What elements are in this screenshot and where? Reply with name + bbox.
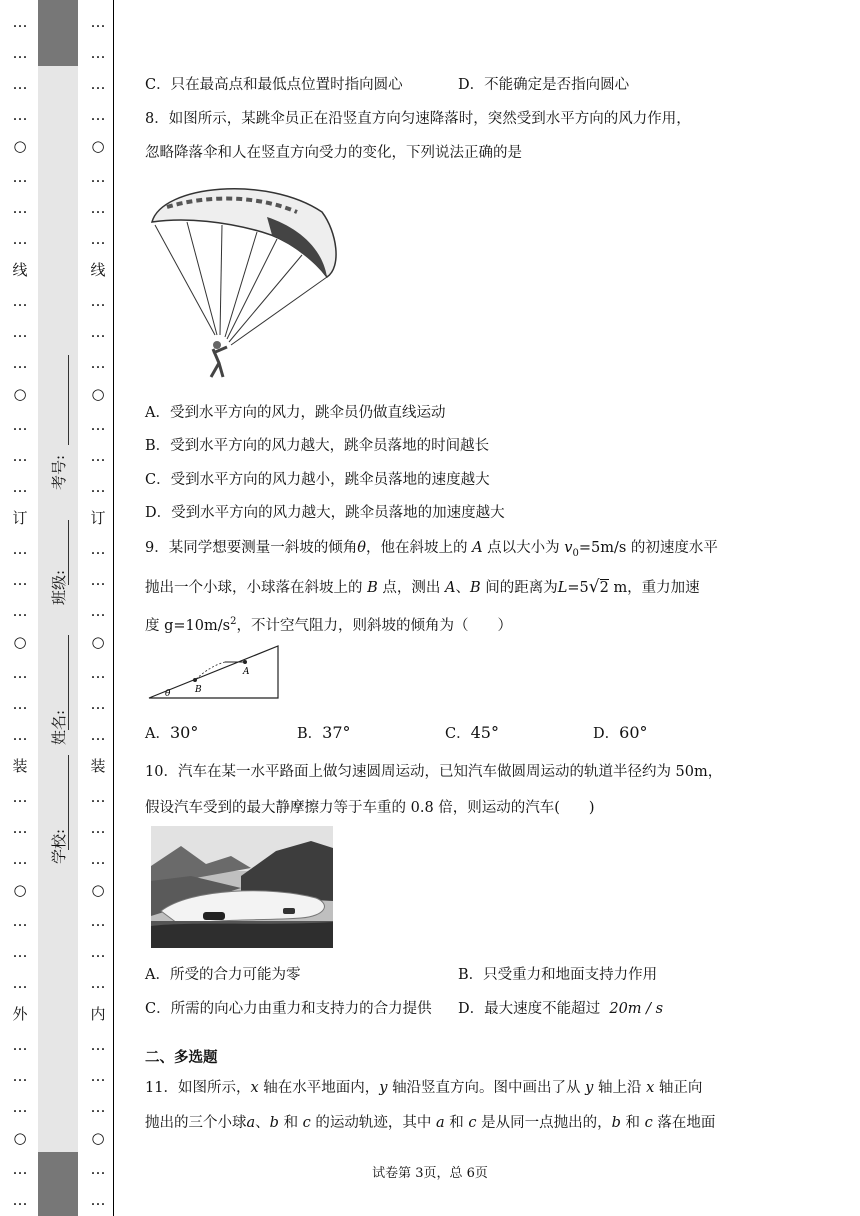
q9-v0-sub: 0: [572, 547, 579, 559]
id-label: 考号:: [50, 454, 68, 490]
binding-dots-outer: [14, 0, 26, 1216]
q8-option-d: D．受到水平方向的风力越大，跳伞员落地的加速度越大: [145, 505, 505, 521]
q9-point-b: B: [469, 580, 481, 596]
binding-outer-mark: ○: [13, 1129, 27, 1147]
binding-inner-mark: …: [90, 664, 106, 682]
binding-inner-mark: …: [90, 354, 106, 372]
q9-option-a-label: A．: [145, 726, 170, 742]
q11-text: 轴正向: [658, 1080, 703, 1096]
binding-inner-mark: …: [90, 571, 106, 589]
binding-outer-mark: …: [12, 354, 28, 372]
binding-inner-mark: …: [90, 1036, 106, 1054]
binding-outer-mark: …: [12, 168, 28, 186]
binding-outer-mark: 订: [12, 509, 28, 527]
q11-var: y: [379, 1080, 388, 1096]
name-blank: [68, 635, 69, 730]
binding-inner-mark: 订: [90, 509, 106, 527]
binding-inner-mark: …: [90, 1160, 106, 1178]
q9-stem-line1: [145, 536, 718, 559]
binding-outer-mark: …: [12, 571, 28, 589]
q11-text: 11．如图所示，: [145, 1080, 251, 1096]
binding-inner-mark: …: [90, 726, 106, 744]
binding-inner-mark: …: [90, 416, 106, 434]
q9-option-d: [593, 722, 648, 743]
binding-outer-mark: …: [12, 1160, 28, 1178]
q9-v0: v: [564, 540, 573, 556]
q7-option-c: C．只在最高点和最低点位置时指向圆心: [145, 77, 403, 93]
q7-option-d: D．不能确定是否指向圆心: [458, 77, 630, 93]
student-info-band: [38, 66, 78, 1152]
q11-var: b: [269, 1115, 279, 1131]
binding-inner-mark: ○: [91, 137, 105, 155]
q8-stem-line1: 8．如图所示，某跳伞员正在沿竖直方向匀速降落时，突然受到水平方向的风力作用，: [145, 111, 691, 127]
binding-inner-mark: …: [90, 1191, 106, 1209]
q9-sup: 2: [230, 616, 237, 628]
binding-outer-mark: …: [12, 292, 28, 310]
binding-inner-mark: ○: [91, 1129, 105, 1147]
binding-inner-mark: …: [90, 974, 106, 992]
binding-outer-mark: 外: [12, 1005, 28, 1023]
q11-text: 轴上沿: [597, 1080, 642, 1096]
binding-outer-mark: …: [12, 974, 28, 992]
q11-text: 和: [449, 1115, 464, 1131]
q11-var: c: [302, 1115, 311, 1131]
q11-var: x: [646, 1080, 655, 1096]
class-blank: [68, 520, 69, 585]
q9-sqrt: √: [588, 577, 600, 597]
q9-point-a: A: [444, 580, 456, 596]
q9-stem-line2: [145, 576, 700, 597]
binding-outer-mark: 装: [12, 757, 28, 775]
id-blank: [68, 355, 69, 445]
binding-inner-mark: …: [90, 44, 106, 62]
q11-var: c: [468, 1115, 477, 1131]
q9-option-a-value: 30°: [169, 723, 199, 742]
binding-outer-mark: …: [12, 695, 28, 713]
binding-outer-mark: …: [12, 943, 28, 961]
q10-option-b: B．只受重力和地面支持力作用: [458, 967, 658, 983]
section-heading-multi: 二、多选题: [145, 1049, 218, 1066]
binding-inner-mark: …: [90, 447, 106, 465]
binding-outer-mark: …: [12, 230, 28, 248]
slope-label-theta: θ: [165, 689, 171, 699]
binding-inner-mark: 线: [90, 261, 106, 279]
binding-outer-mark: …: [12, 44, 28, 62]
q9-point-b: B: [367, 580, 378, 596]
name-label: 姓名:: [50, 709, 68, 745]
binding-outer-mark: …: [12, 106, 28, 124]
slope-figure: [145, 640, 285, 702]
binding-inner-mark: …: [90, 1067, 106, 1085]
q11-var: c: [644, 1115, 653, 1131]
road-photo: [151, 826, 333, 948]
q11-text: 、: [255, 1115, 270, 1131]
binding-rule: [113, 0, 114, 1216]
binding-outer-mark: …: [12, 540, 28, 558]
q9-option-b-label: B．: [297, 726, 323, 742]
q9-text: =5: [567, 580, 589, 596]
binding-outer-mark: …: [12, 199, 28, 217]
q9-sqrt-value: 2: [599, 580, 609, 596]
q9-option-c-label: C．: [445, 726, 471, 742]
q8-option-c: C．受到水平方向的风力越小，跳伞员落地的速度越大: [145, 472, 490, 488]
q9-option-b: [297, 722, 351, 743]
q9-option-d-value: 60°: [619, 723, 648, 742]
parachutist-figure: [147, 177, 337, 382]
class-label: 班级:: [50, 569, 68, 605]
binding-outer-mark: …: [12, 416, 28, 434]
q10-stem-line1: 10．汽车在某一水平路面上做匀速圆周运动，已知汽车做圆周运动的轨道半径约为 50m，: [145, 764, 723, 780]
q9-option-d-label: D．: [593, 726, 620, 742]
binding-outer-mark: ○: [13, 633, 27, 651]
binding-inner-mark: …: [90, 912, 106, 930]
binding-outer-mark: …: [12, 788, 28, 806]
binding-inner-mark: ○: [91, 633, 105, 651]
q9-text: =5m/s 的初速度水平: [578, 540, 718, 556]
q8-option-b: B．受到水平方向的风力越大，跳伞员落地的时间越长: [145, 438, 490, 454]
q10-option-c: C．所需的向心力由重力和支持力的合力提供: [145, 1001, 432, 1017]
q11-var: y: [585, 1080, 594, 1096]
q9-text: 点以大小为: [487, 540, 560, 556]
q10-option-d-value: 20m / s: [609, 1001, 664, 1017]
binding-inner-mark: …: [90, 695, 106, 713]
q10-stem-line2: 假设汽车受到的最大静摩擦力等于车重的 0.8 倍，则运动的汽车( ): [145, 800, 595, 816]
q10-option-d-text: D．最大速度不能超过: [458, 1001, 601, 1017]
binding-inner-mark: 装: [90, 757, 106, 775]
q9-text: ，他在斜坡上的: [365, 540, 468, 556]
binding-dots-inner: [92, 0, 104, 1216]
q11-var: b: [611, 1115, 621, 1131]
binding-outer-mark: …: [12, 726, 28, 744]
binding-outer-mark: …: [12, 912, 28, 930]
binding-inner-mark: …: [90, 943, 106, 961]
binding-outer-mark: ○: [13, 385, 27, 403]
binding-inner-mark: …: [90, 819, 106, 837]
binding-outer-mark: ○: [13, 137, 27, 155]
binding-inner-mark: …: [90, 75, 106, 93]
binding-inner-mark: …: [90, 323, 106, 341]
binding-inner-mark: …: [90, 478, 106, 496]
q11-stem-line2: [145, 1111, 715, 1132]
binding-outer-mark: …: [12, 850, 28, 868]
binding-inner-mark: …: [90, 292, 106, 310]
binding-inner-mark: …: [90, 13, 106, 31]
binding-inner-mark: …: [90, 199, 106, 217]
q11-text: 的运动轨迹，其中: [315, 1115, 432, 1131]
school-label: 学校:: [50, 828, 68, 864]
school-blank: [68, 755, 69, 850]
binding-outer-mark: …: [12, 478, 28, 496]
q9-text: 9．某同学想要测量一斜坡的倾角: [145, 540, 358, 556]
q9-text: 间的距离为: [485, 580, 558, 596]
binding-inner-mark: ○: [91, 881, 105, 899]
q11-text: 和: [283, 1115, 299, 1131]
q9-stem-line3: [145, 614, 512, 635]
binding-inner-mark: …: [90, 540, 106, 558]
binding-outer-mark: 线: [12, 261, 28, 279]
binding-inner-mark: …: [90, 230, 106, 248]
binding-outer-mark: …: [12, 13, 28, 31]
binding-inner-mark: 内: [90, 1005, 106, 1023]
q11-stem-line1: [145, 1076, 702, 1097]
slope-label-b: B: [195, 685, 202, 695]
binding-inner-mark: …: [90, 788, 106, 806]
slope-label-a: A: [243, 667, 250, 677]
binding-outer-mark: …: [12, 323, 28, 341]
q9-text: 、: [455, 580, 470, 596]
q9-option-a: [145, 722, 198, 743]
binding-outer-mark: ○: [13, 881, 27, 899]
binding-outer-mark: …: [12, 1036, 28, 1054]
q9-text: 度 g=10m/s: [145, 618, 231, 634]
binding-inner-mark: …: [90, 106, 106, 124]
q9-text: m，重力加速: [613, 580, 700, 596]
q9-option-c-value: 45°: [470, 723, 499, 742]
q11-text: 轴在水平地面内，: [263, 1080, 380, 1096]
q11-var: x: [250, 1080, 259, 1096]
binding-outer-mark: …: [12, 1191, 28, 1209]
q9-length-l: L: [557, 580, 568, 596]
q9-text: 点，测出: [382, 580, 441, 596]
q9-text: ，不计空气阻力，则斜坡的倾角为（ ）: [236, 618, 512, 634]
q11-text: 和: [625, 1115, 641, 1131]
binding-outer-mark: …: [12, 1098, 28, 1116]
binding-inner-mark: …: [90, 850, 106, 868]
binding-outer-mark: …: [12, 75, 28, 93]
q11-text: 落在地面: [657, 1115, 716, 1131]
q10-option-d: [458, 997, 663, 1018]
q8-option-a: A．受到水平方向的风力，跳伞员仍做直线运动: [145, 405, 446, 421]
binding-gray-top: [38, 0, 78, 66]
binding-outer-mark: …: [12, 1067, 28, 1085]
binding-margin: [0, 0, 120, 1216]
binding-outer-mark: …: [12, 819, 28, 837]
q11-var: a: [436, 1115, 445, 1131]
binding-outer-mark: …: [12, 664, 28, 682]
binding-outer-mark: …: [12, 447, 28, 465]
q10-option-a: A．所受的合力可能为零: [145, 967, 301, 983]
q9-option-c: [445, 722, 499, 743]
page-footer: 试卷第 3页，总 6页: [372, 1166, 488, 1181]
q11-var: a: [246, 1115, 256, 1131]
q9-point-a: A: [472, 540, 483, 556]
binding-inner-mark: …: [90, 602, 106, 620]
q11-text: 轴沿竖直方向。图中画出了从: [392, 1080, 581, 1096]
q11-text: 抛出的三个小球: [145, 1115, 247, 1131]
binding-outer-mark: …: [12, 602, 28, 620]
binding-inner-mark: ○: [91, 385, 105, 403]
q9-text: 抛出一个小球，小球落在斜坡上的: [145, 580, 363, 596]
binding-inner-mark: …: [90, 168, 106, 186]
q8-stem-line2: 忽略降落伞和人在竖直方向受力的变化，下列说法正确的是: [145, 145, 522, 161]
q9-option-b-value: 37°: [322, 723, 351, 742]
q9-theta: θ: [357, 540, 366, 556]
binding-inner-mark: …: [90, 1098, 106, 1116]
q11-text: 是从同一点抛出的，: [481, 1115, 612, 1131]
